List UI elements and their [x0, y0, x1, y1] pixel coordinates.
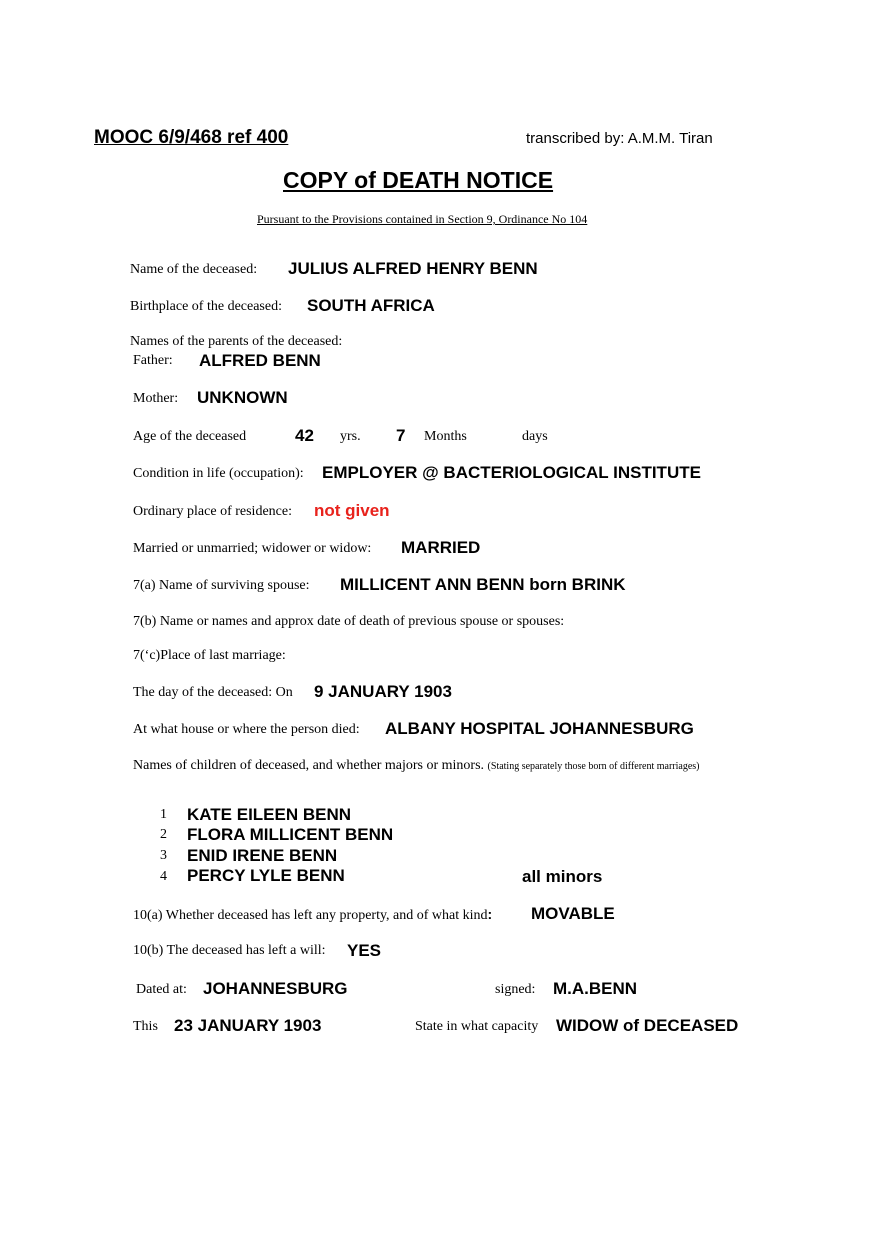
surviving-spouse-value: MILLICENT ANN BENN born BRINK — [340, 575, 626, 594]
this-date-value: 23 JANUARY 1903 — [174, 1016, 322, 1035]
occupation-label: Condition in life (occupation): — [133, 466, 304, 481]
document-reference: MOOC 6/9/468 ref 400 — [94, 127, 289, 148]
children-label — [133, 758, 700, 774]
mother-value: UNKNOWN — [197, 388, 288, 407]
child-name: ENID IRENE BENN — [187, 846, 338, 865]
age-days-unit: days — [522, 429, 548, 444]
child-number: 4 — [160, 869, 167, 884]
parents-label: Names of the parents of the deceased: — [130, 334, 343, 349]
age-years-unit: yrs. — [340, 429, 361, 444]
birthplace-value: SOUTH AFRICA — [307, 296, 435, 315]
children-status: all minors — [522, 867, 603, 886]
marital-status-value: MARRIED — [401, 538, 481, 557]
this-label: This — [133, 1019, 158, 1034]
child-number: 2 — [160, 827, 167, 842]
page-title: COPY of DEATH NOTICE — [283, 167, 554, 193]
dated-label: Dated at: — [136, 982, 187, 997]
property-colon: : — [487, 906, 493, 922]
child-number: 3 — [160, 848, 167, 863]
property-label — [133, 906, 492, 924]
transcriber-credit: transcribed by: A.M.M. Tiran — [526, 130, 713, 147]
deceased-name-label: Name of the deceased: — [130, 262, 258, 277]
child-name: FLORA MILLICENT BENN — [187, 825, 394, 844]
previous-spouse-label: 7(b) Name or names and approx date of death of previous spouse or spouses: — [133, 614, 565, 629]
children-note: (Stating separately those born of different marriages) — [487, 761, 700, 772]
dated-value: JOHANNESBURG — [203, 979, 348, 998]
birthplace-label: Birthplace of the deceased: — [130, 299, 282, 314]
marital-status-label: Married or unmarried; widower or widow: — [133, 541, 372, 556]
capacity-label: State in what capacity — [415, 1019, 539, 1034]
will-label: 10(b) The deceased has left a will: — [133, 943, 326, 958]
will-value: YES — [347, 941, 382, 960]
age-label: Age of the deceased — [133, 429, 247, 444]
capacity-value: WIDOW of DECEASED — [556, 1016, 739, 1035]
property-label-text: 10(a) Whether deceased has left any property, and of what kind — [133, 908, 488, 923]
last-marriage-label: 7(‘c)Place of last marriage: — [133, 648, 286, 663]
death-day-value: 9 JANUARY 1903 — [314, 682, 452, 701]
child-number: 1 — [160, 807, 167, 822]
surviving-spouse-label: 7(a) Name of surviving spouse: — [133, 578, 310, 593]
age-months-unit: Months — [424, 429, 467, 444]
occupation-value: EMPLOYER @ BACTERIOLOGICAL INSTITUTE — [322, 463, 701, 482]
death-place-value: ALBANY HOSPITAL JOHANNESBURG — [385, 719, 694, 738]
property-value: MOVABLE — [531, 904, 615, 923]
mother-label: Mother: — [133, 391, 179, 406]
residence-value: not given — [314, 501, 390, 520]
father-label: Father: — [133, 353, 173, 368]
signed-value: M.A.BENN — [553, 979, 638, 998]
child-name: PERCY LYLE BENN — [187, 866, 345, 885]
death-day-label: The day of the deceased: On — [133, 685, 293, 700]
children-label-text: Names of children of deceased, and whether majors or minors. — [133, 758, 485, 773]
signed-label: signed: — [495, 982, 536, 997]
age-months-value: 7 — [396, 426, 406, 445]
deceased-name-value: JULIUS ALFRED HENRY BENN — [288, 259, 538, 278]
page-subtitle: Pursuant to the Provisions contained in Section 9, Ordinance No 104 — [257, 212, 588, 226]
residence-label: Ordinary place of residence: — [133, 504, 292, 519]
age-years-value: 42 — [295, 426, 314, 445]
death-place-label: At what house or where the person died: — [133, 722, 360, 737]
child-name: KATE EILEEN BENN — [187, 805, 352, 824]
father-value: ALFRED BENN — [199, 351, 321, 370]
